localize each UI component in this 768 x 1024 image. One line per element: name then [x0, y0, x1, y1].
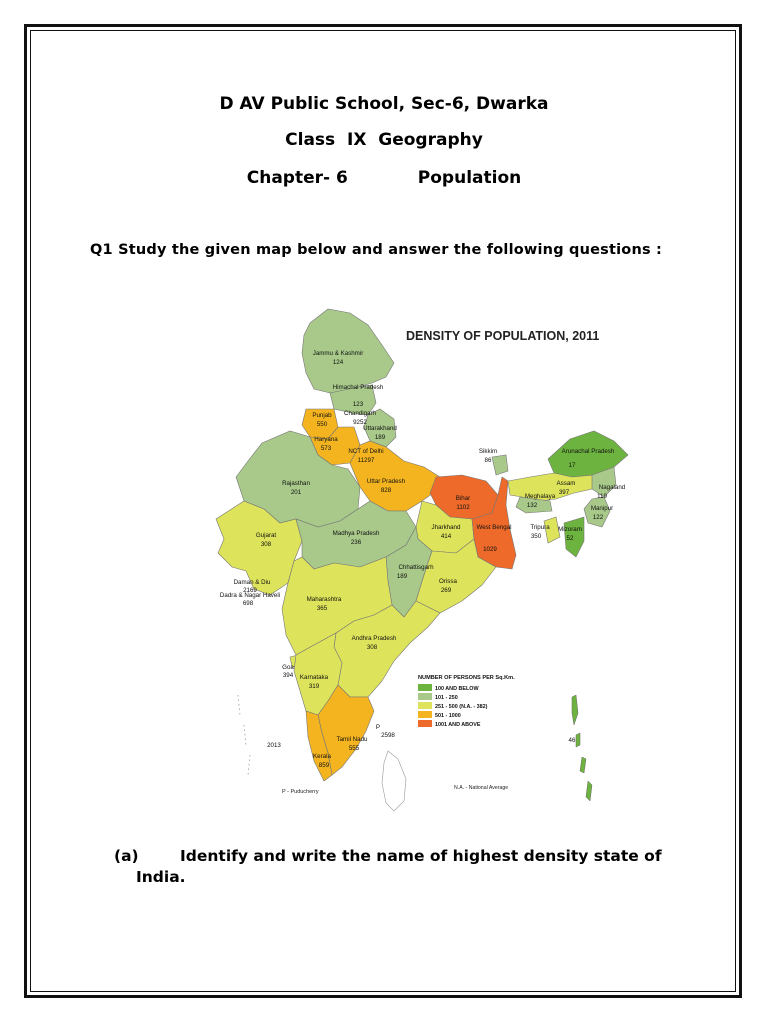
value-tripura: 350 — [530, 533, 542, 540]
value-arunachal: 17 — [568, 462, 576, 469]
value-gujarat: 308 — [260, 541, 272, 548]
legend-title: NUMBER OF PERSONS PER Sq.Km. — [418, 675, 515, 681]
region-sikkim — [492, 455, 508, 475]
value-jharkhand: 414 — [440, 533, 452, 540]
value-hp: 123 — [352, 401, 364, 408]
value-mizoram: 52 — [566, 535, 574, 542]
label-sikkim: Sikkim — [478, 448, 498, 455]
label-uttarakhand: Uttarakhand — [363, 425, 397, 432]
label-goa: Goa — [282, 664, 294, 671]
legend-swatch-4 — [418, 711, 432, 718]
label-dadra: Dadra & Nagar Haveli — [219, 592, 281, 599]
value-chhattisgarh: 189 — [396, 573, 408, 580]
value-mp: 236 — [350, 539, 362, 546]
label-chhattisgarh: Chhattisgarh — [398, 564, 434, 571]
legend-label-4: 501 - 1000 — [435, 713, 461, 719]
value-meghalaya: 132 — [526, 502, 538, 509]
value-sikkim: 86 — [484, 457, 492, 464]
puducherry-note: P - Puducherry — [282, 789, 319, 795]
label-puducherry: P — [375, 724, 381, 731]
question-1: Q1 Study the given map below and answer the following questions : — [90, 242, 663, 258]
label-delhi: NCT of Delhi — [348, 448, 384, 455]
value-wb: 1029 — [483, 546, 497, 553]
chapter-topic: Population — [417, 168, 522, 188]
label-hp: Himachal Pradesh — [332, 384, 384, 391]
sri-lanka-outline — [382, 751, 406, 811]
code-label: 2013 — [267, 742, 281, 749]
class-title: Class IX Geography — [285, 130, 483, 150]
population-density-map — [210, 305, 640, 830]
value-andaman: 46 — [568, 737, 576, 744]
value-dadra: 698 — [242, 600, 254, 607]
value-assam: 397 — [558, 489, 570, 496]
value-jk: 124 — [332, 359, 344, 366]
legend-swatch-5 — [418, 720, 432, 727]
label-kerala: Kerala — [313, 753, 331, 760]
label-gujarat: Gujarat — [255, 532, 277, 539]
label-jk: Jammu & Kashmir — [312, 350, 364, 357]
label-karnataka: Karnataka — [299, 674, 329, 681]
value-goa: 394 — [282, 672, 294, 679]
value-bihar: 1102 — [456, 504, 470, 511]
value-manipur: 122 — [592, 514, 604, 521]
national-average-note: N.A. - National Average — [454, 785, 509, 791]
label-nagaland: Nagaland — [598, 484, 626, 491]
legend-swatch-3 — [418, 702, 432, 709]
value-chandigarh: 9252 — [353, 419, 367, 426]
label-mp: Madhya Pradesh — [332, 530, 380, 537]
legend-swatch-1 — [418, 684, 432, 691]
label-manipur: Manipur — [590, 505, 614, 512]
question-a-text: Identify and write the name of highest density state of — [180, 847, 662, 865]
label-arunachal: Arunachal Pradesh — [561, 448, 615, 455]
value-maharashtra: 365 — [316, 605, 328, 612]
lakshadweep-dots — [238, 695, 250, 775]
label-rajasthan: Rajasthan — [282, 480, 310, 487]
label-wb: West Bengal — [476, 524, 512, 531]
label-jharkhand: Jharkhand — [431, 524, 461, 531]
label-assam: Assam — [556, 480, 576, 487]
region-manipur — [584, 497, 610, 527]
value-puducherry: 2598 — [381, 732, 395, 739]
value-haryana: 573 — [320, 445, 332, 452]
value-nagaland: 119 — [597, 493, 607, 500]
legend-swatch-2 — [418, 693, 432, 700]
chapter-label: Chapter- 6 — [246, 168, 348, 188]
legend-label-5: 1001 AND ABOVE — [435, 722, 481, 728]
label-meghalaya: Meghalaya — [524, 493, 556, 500]
question-a-continuation: India. — [136, 868, 186, 886]
label-orissa: Orissa — [439, 578, 457, 585]
label-chandigarh: Chandigarh — [344, 410, 376, 417]
region-andaman — [572, 695, 592, 801]
school-title: D AV Public School, Sec-6, Dwarka — [219, 94, 549, 114]
legend-label-2: 101 - 250 — [435, 695, 458, 701]
label-haryana: Haryana — [314, 436, 338, 443]
value-kerala: 859 — [318, 762, 330, 769]
label-punjab: Punjab — [312, 412, 332, 419]
value-andhra: 308 — [366, 644, 378, 651]
value-karnataka: 319 — [308, 683, 320, 690]
legend-label-1: 100 AND BELOW — [435, 686, 479, 692]
value-rajasthan: 201 — [290, 489, 302, 496]
question-a — [114, 846, 674, 888]
value-delhi: 11297 — [357, 457, 375, 464]
value-punjab: 550 — [316, 421, 328, 428]
label-maharashtra: Maharashtra — [306, 596, 342, 603]
chapter-title — [0, 168, 768, 188]
legend-label-3: 251 - 500 (N.A. - 382) — [435, 704, 488, 710]
value-orissa: 269 — [440, 587, 452, 594]
value-up: 828 — [380, 487, 392, 494]
label-andhra: Andhra Pradesh — [351, 635, 397, 642]
label-mizoram: Mizoram — [558, 526, 582, 533]
label-bihar: Bihar — [455, 495, 471, 502]
label-daman: Daman & Diu — [233, 579, 271, 586]
map-legend — [418, 675, 515, 728]
value-uttarakhand: 189 — [374, 434, 386, 441]
label-tripura: Tripura — [530, 524, 550, 531]
map-title: DENSITY OF POPULATION, 2011 — [406, 329, 600, 343]
label-up: Uttar Pradesh — [366, 478, 406, 485]
label-tamilnadu: Tamil Nadu — [336, 736, 368, 743]
value-tamilnadu: 555 — [348, 745, 360, 752]
question-a-label: (a) — [114, 847, 139, 865]
value-daman: 2169 — [243, 587, 257, 594]
